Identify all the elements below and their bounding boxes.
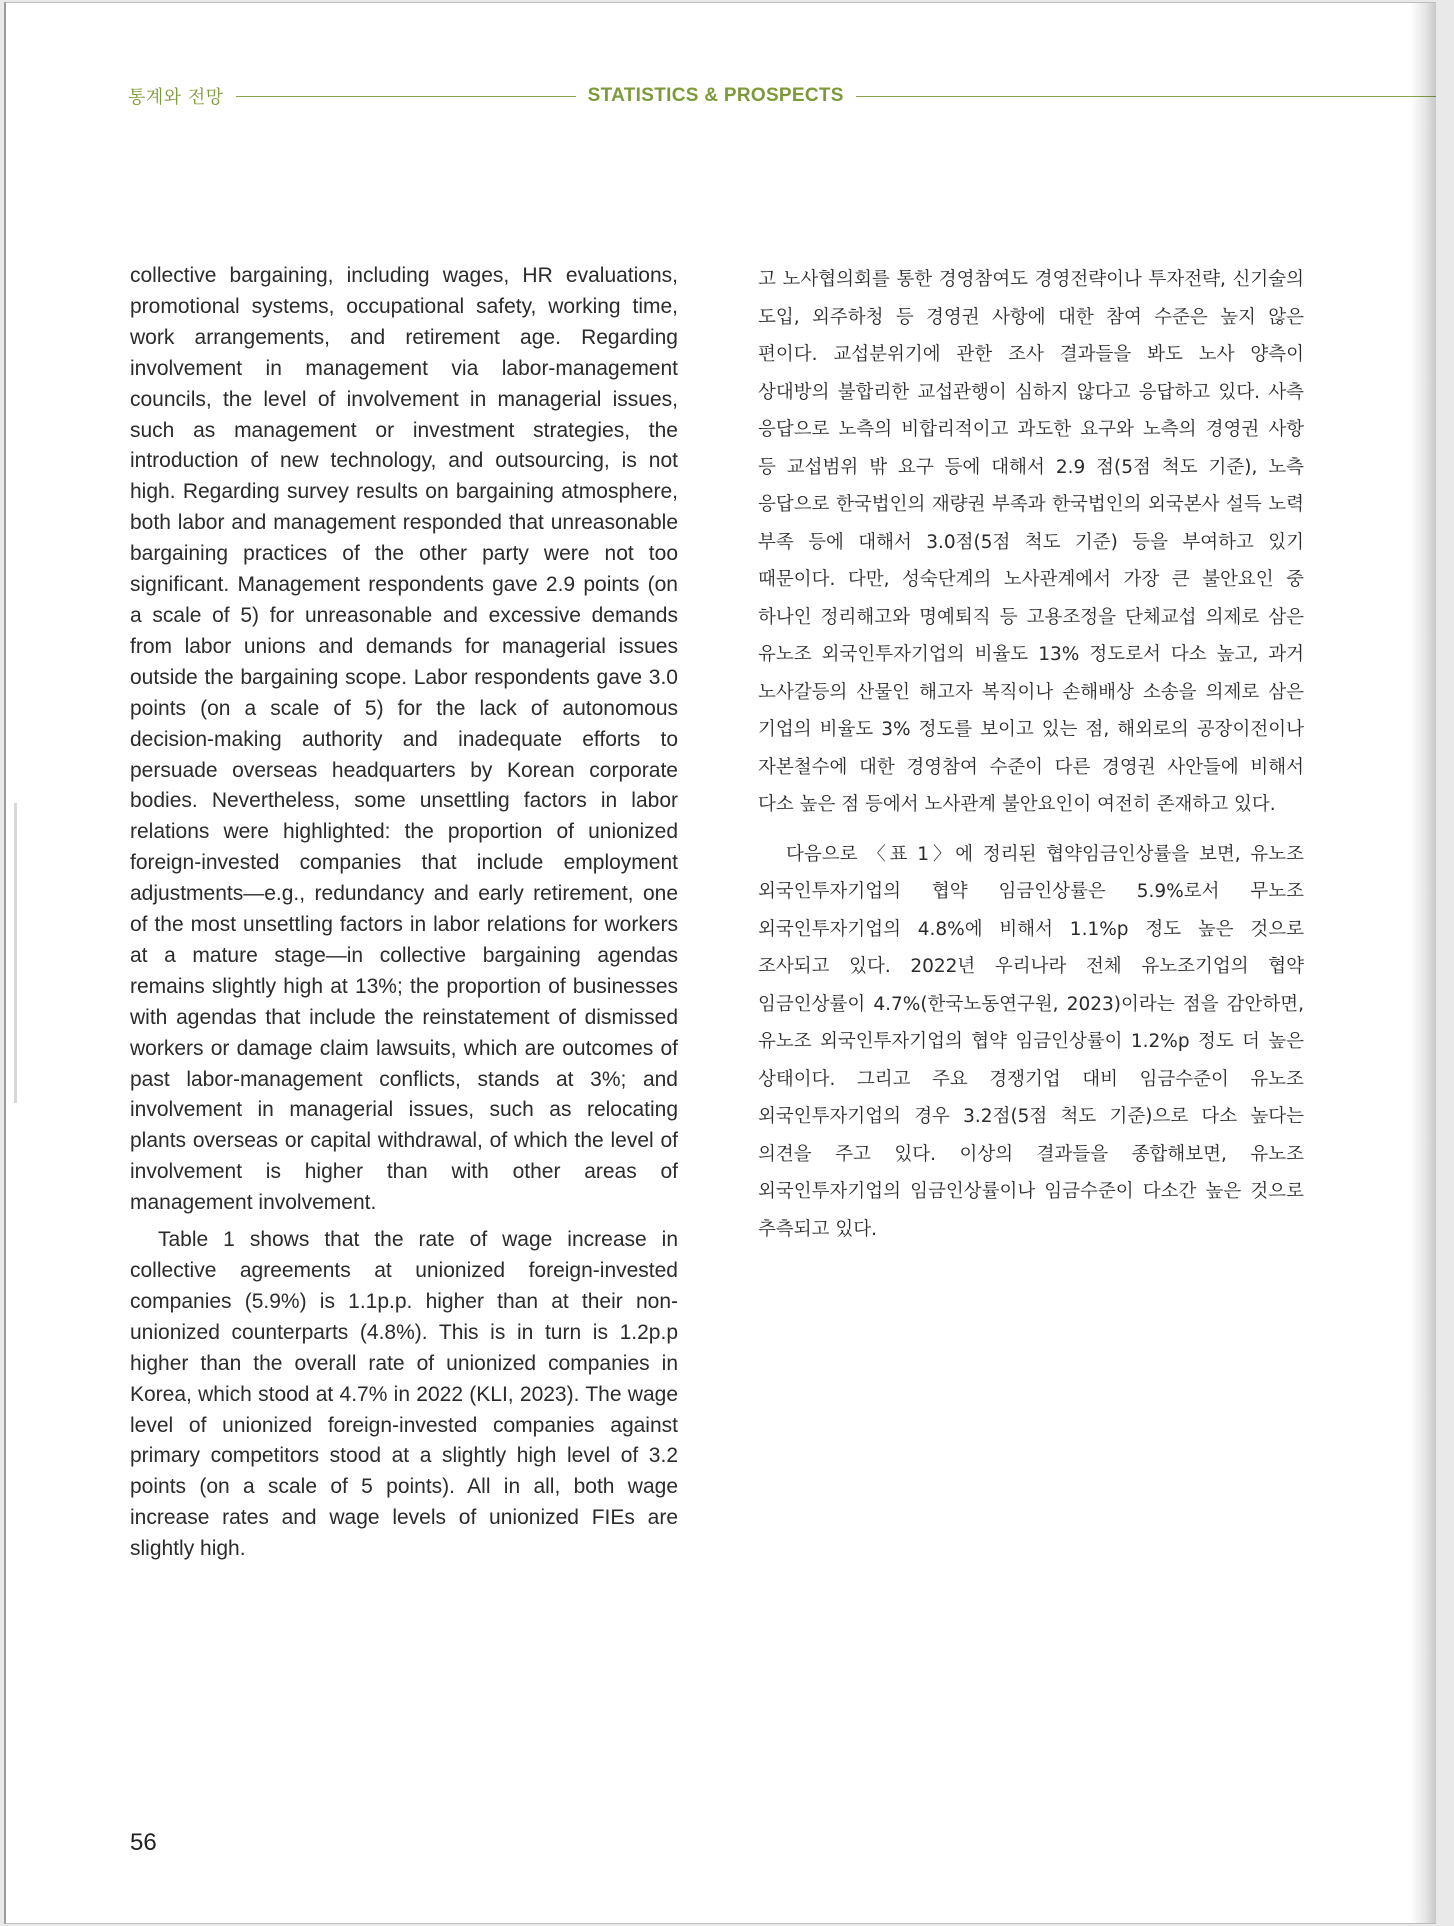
- header-korean-title: 통계와 전망: [128, 87, 224, 108]
- korean-column: [758, 261, 1304, 1260]
- english-column: [130, 261, 678, 1571]
- page-number: 56: [130, 1829, 157, 1856]
- header-english-title: STATISTICS & PROSPECTS: [587, 85, 844, 106]
- running-header: [128, 81, 1436, 111]
- english-paragraph-1: collective bargaining, including wages, HR evaluations, promotional systems, occupational safety, working time, work arrangements, and retirement age. Regarding involvement in management via labor-management councils, the level of involvement in managerial issues, such as management or investment strategies, the introduction of new technology, and outsourcing, is not high. Regarding survey results on bargaining atmosphere, both labor and management responded that unreasonable bargaining practices of the other party were not too significant. Management respondents gave 2.9 points (on a scale of 5) for unreasonable and excessive demands from labor unions and demands for managerial issues outside the bargaining scope. Labor respondents gave 3.0 points (on a scale of 5) for the lack of autonomous decision-making authority and inadequate efforts to persuade overseas headquarters by Korean corporate bodies. Nevertheless, some unsettling factors in labor relations were highlighted: the proportion of unionized foreign-invested companies that include employment adjustments—e.g., redundancy and early retirement, one of the most unsettling factors in labor relations for workers at a mature stage—in collective bargaining agendas remains slightly high at 13%; the proportion of businesses with agendas that include the reinstatement of dismissed workers or damage claim lawsuits, which are outcomes of past labor-management conflicts, stands at 3%; and involvement in managerial issues, such as relocating plants overseas or capital withdrawal, of which the level of involvement is higher than with other areas of management involvement.: [130, 264, 678, 1215]
- magazine-page: [4, 2, 1436, 1924]
- page-edge-shadow: [1410, 3, 1436, 1923]
- page-spine-mark: [14, 803, 17, 1103]
- english-paragraph-2: Table 1 shows that the rate of wage increase in collective agreements at unionized foreign-invested companies (5.9%) is 1.1p.p. higher than at their non-unionized counterparts (4.8%). This is in turn is 1.2p.p higher than the overall rate of unionized companies in Korea, which stood at 4.7% in 2022 (KLI, 2023). The wage level of unionized foreign-invested companies against primary competitors stood at a slightly high level of 3.2 points (on a scale of 5 points). All in all, both wage increase rates and wage levels of unionized FIEs are slightly high.: [130, 1228, 678, 1561]
- header-rule-left: [236, 96, 576, 97]
- korean-paragraph-2: 다음으로 〈표 1〉에 정리된 협약임금인상률을 보면, 유노조 외국인투자기업의 협약 임금인상률은 5.9%로서 무노조 외국인투자기업의 4.8%에 비해서 1.1%p 정도 높은 것으로 조사되고 있다. 2022년 우리나라 전체 유노조기업의 협약 임금인상률이 4.7%(한국노동연구원, 2023)이라는 점을 감안하면, 유노조 외국인투자기업의 협약 임금인상률이 1.2%p 정도 더 높은 상태이다. 그리고 주요 경쟁기업 대비 임금수준이 유노조 외국인투자기업의 경우 3.2점(5점 척도 기준)으로 다소 높다는 의견을 주고 있다. 이상의 결과들을 종합해보면, 유노조 외국인투자기업의 임금인상률이나 임금수준이 다소간 높은 것으로 추측되고 있다.: [758, 843, 1304, 1240]
- header-rule-right: [856, 96, 1436, 97]
- korean-paragraph-1: 고 노사협의회를 통한 경영참여도 경영전략이나 투자전략, 신기술의 도입, 외주하청 등 경영권 사항에 대한 참여 수준은 높지 않은 편이다. 교섭분위기에 관한 조사 결과들을 봐도 노사 양측이 상대방의 불합리한 교섭관행이 심하지 않다고 응답하고 있다. 사측 응답으로 노측의 비합리적이고 과도한 요구와 노측의 경영권 사항 등 교섭범위 밖 요구 등에 대해서 2.9 점(5점 척도 기준), 노측 응답으로 한국법인의 재량권 부족과 한국법인의 외국본사 설득 노력 부족 등에 대해서 3.0점(5점 척도 기준) 등을 부여하고 있기 때문이다. 다만, 성숙단계의 노사관계에서 가장 큰 불안요인 중 하나인 정리해고와 명예퇴직 등 고용조정을 단체교섭 의제로 삼은 유노조 외국인투자기업의 비율도 13% 정도로서 다소 높고, 과거 노사갈등의 산물인 해고자 복직이나 손해배상 소송을 의제로 삼은 기업의 비율도 3% 정도를 보이고 있는 점, 해외로의 공장이전이나 자본철수에 대한 경영참여 수준이 다른 경영권 사안들에 비해서 다소 높은 점 등에서 노사관계 불안요인이 여전히 존재하고 있다.: [758, 269, 1304, 815]
